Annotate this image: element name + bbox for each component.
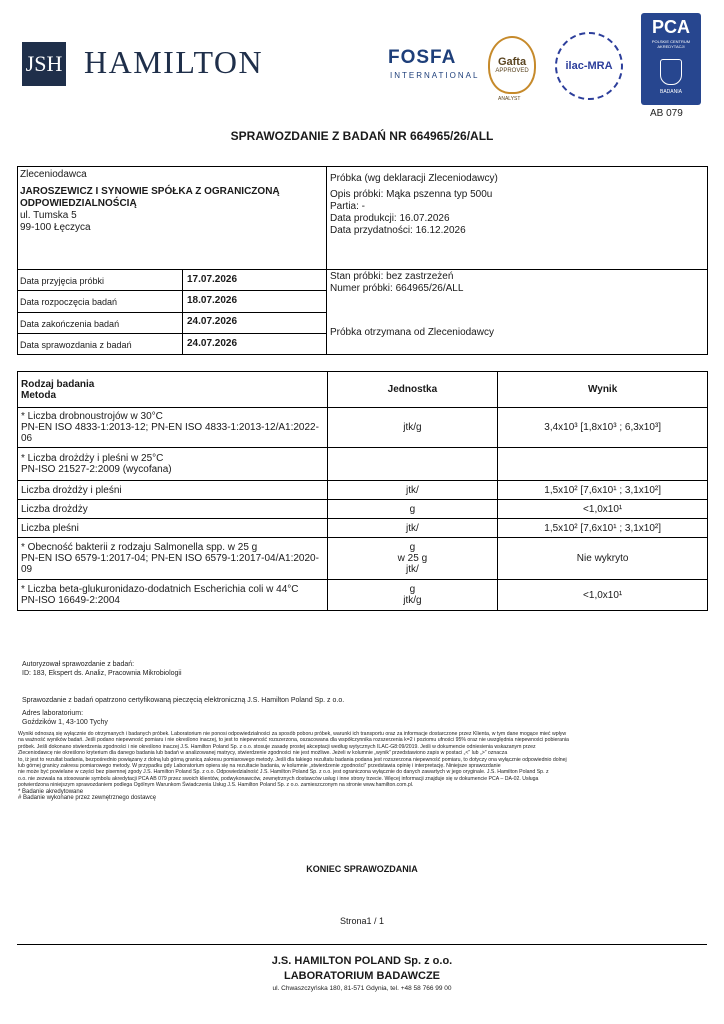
- table-row: [18, 408, 708, 448]
- disclaimer-line: potwierdzona niniejszym sprawozdaniem podlega Ogólnym Warunkom Świadczenia Usług J.S. Hamilton Poland Sp. z o.o. zamieszczonym na stronie www.hamilton.com.pl.: [18, 782, 414, 789]
- test-method: PN-EN ISO 4833-1:2013-12; PN-EN ISO 4833-1:2013-12/A1:2022-06: [21, 422, 319, 444]
- legend-external: # Badanie wykonane przez zewnętrznego dostawcę: [18, 795, 157, 802]
- gafta-approved-text: APPROVED: [495, 68, 529, 74]
- date-start-label: Data rozpoczęcia badań: [20, 297, 118, 307]
- logo-monogram: JSH: [25, 51, 63, 76]
- test-name: Liczba pleśni: [18, 519, 328, 538]
- test-method: PN-ISO 16649-2:2004: [21, 595, 120, 606]
- result-cell: <1,0x10¹: [498, 500, 708, 519]
- sample-expiry-date: Data przydatności: 16.12.2026: [330, 225, 466, 236]
- info-divider-horizontal: [17, 269, 708, 270]
- disclaimer-line: lub górnej granicy zakresu pomiarowego metody. W przypadku gdy Laboratorium opiera się na rezultacie badania, w kolumnie „stwierdzenie zgodności” przedstawia opinię i interpretację. Niniejsze sprawozdanie: [18, 763, 501, 770]
- test-name: Liczba drożdży i pleśni: [18, 481, 328, 500]
- header-method-label: Metoda: [21, 389, 56, 401]
- unit-cell: jtk/g: [327, 408, 498, 448]
- test-cell: [18, 538, 328, 580]
- legend-accredited: * Badanie akredytowane: [18, 788, 84, 795]
- date-start-value: 18.07.2026: [187, 295, 238, 306]
- results-header-row: [18, 372, 708, 408]
- client-label: Zleceniodawca: [20, 169, 87, 180]
- test-name: Liczba drożdży: [18, 500, 328, 519]
- test-name: * Obecność bakterii z rodzaju Salmonella spp. w 25 g: [21, 542, 258, 553]
- disclaimer-line: to, iż jest to rezultat badania, bezpośrednio powiązany z dolną lub górną granicą zakresu pomiarowego metody. Jeśli dla takiego rezultatu badania podana jest rozszerzona niepewność pomiaru, to dotyczy ona wyłącznie odpowiednio dolnej: [18, 756, 567, 763]
- gafta-analyst-text: ANALYST: [498, 96, 521, 102]
- pca-logo-text: PCA: [651, 17, 690, 37]
- sample-number: Numer próbki: 664965/26/ALL: [330, 283, 464, 294]
- hamilton-logo-text: HAMILTON: [84, 44, 264, 80]
- ilac-mra-text: ilac-MRA: [565, 60, 613, 72]
- disclaimer-line: na ważność wyników badań. Jeśli podano niepewność pomiaru i nie określono inaczej, to jest to niepewność rozszerzona, oszacowana dla współczynnika rozszerzenia k=2 i poziomu ufności 95% oraz nie uwzględnia niepewności pobierania: [18, 737, 569, 744]
- disclaimer-line: Wyniki odnoszą się wyłącznie do otrzymanych i badanych próbek. Laboratorium nie ponosi odpowiedzialności za sposób poboru próbek, warunki ich transportu oraz za informacje dostarczone przez Klienta, w tym dane mogące mieć wpływ: [18, 731, 567, 737]
- test-name: * Liczba drożdży i pleśni w 25°C: [21, 453, 164, 464]
- pca-logo-sub: POLSKIE CENTRUM AKREDYTACJI: [651, 39, 691, 49]
- unit-cell: jtk/: [327, 519, 498, 538]
- sample-received-from: Próbka otrzymana od Zleceniodawcy: [330, 327, 494, 338]
- fosfa-logo: FOSFA: [388, 47, 457, 68]
- test-cell: [18, 408, 328, 448]
- date-end-label: Data zakończenia badań: [20, 319, 120, 329]
- test-cell: [18, 448, 328, 481]
- client-name-line2: ODPOWIEDZIALNOŚCIĄ: [20, 198, 137, 209]
- sample-header: Próbka (wg deklaracji Zleceniodawcy): [330, 173, 498, 184]
- result-cell: Nie wykryto: [498, 538, 708, 580]
- disclaimer-line: próbek. Jeśli dokonano stwierdzenia zgodności i nie określono inaczej J.S. Hamilton Poland Sp. z o.o. stosuje zasadę prostej akceptacji według wytycznych ILAC-G8:09/2019. Jeśli w dokumencie odniesienia wskazanym przez: [18, 743, 536, 750]
- unit-cell: g: [327, 500, 498, 519]
- client-name-line1: JAROSZEWICZ I SYNOWIE SPÓŁKA Z OGRANICZONĄ: [20, 186, 280, 197]
- unit-line: g: [409, 584, 416, 595]
- fosfa-logo-sub: INTERNATIONAL: [390, 71, 480, 80]
- unit-cell: [327, 448, 498, 481]
- table-row: [18, 448, 708, 481]
- lab-address-value: Goździków 1, 43-100 Tychy: [22, 719, 108, 726]
- table-row: [18, 500, 708, 519]
- certification-note: Sprawozdanie z badań opatrzono certyfikowaną pieczęcią elektroniczną J.S. Hamilton Poland Sp. z o.o.: [22, 697, 345, 704]
- unit-line: g: [409, 542, 416, 553]
- sample-production-date: Data produkcji: 16.07.2026: [330, 213, 450, 224]
- result-cell: <1,0x10¹: [498, 580, 708, 611]
- client-city: 99-100 Łęczyca: [20, 222, 91, 233]
- footer-lab: LABORATORIUM BADAWCZE: [283, 970, 441, 982]
- result-cell: 3,4x10³ [1,8x10³ ; 6,3x10³]: [498, 408, 708, 448]
- test-name: * Liczba drobnoustrojów w 30°C: [21, 411, 163, 422]
- result-cell: 1,5x10² [7,6x10¹ ; 3,1x10²]: [498, 519, 708, 538]
- hamilton-logo-mark: [22, 42, 66, 86]
- header-test-type: [18, 372, 328, 408]
- test-name: * Liczba beta-glukuronidazo-dodatnich Escherichia coli w 44°C: [21, 584, 299, 595]
- unit-line: jtk/g: [403, 595, 422, 606]
- unit-cell: [327, 538, 498, 580]
- test-method: PN-EN ISO 6579-1:2017-04; PN-EN ISO 6579-1:2017-04/A1:2020-09: [21, 553, 319, 575]
- date-row-line: [17, 333, 326, 334]
- pca-lab-text: BADANIA: [660, 89, 682, 95]
- footer-company: J.S. HAMILTON POLAND Sp. z o.o.: [271, 955, 453, 967]
- unit-cell: [327, 580, 498, 611]
- disclaimer-line: nie może być powielane w części bez pisemnej zgody J.S. Hamilton Poland Sp. z o.o. Odpowiedzialność J.S. Hamilton Poland Sp. z o.o. jest ograniczona wyłącznie do danych zawartych w jego oryginale. J.S. Hamilton Poland Sp. z: [18, 769, 549, 776]
- test-cell: [18, 580, 328, 611]
- table-row: [18, 481, 708, 500]
- header-test-type-label: Rodzaj badania: [21, 378, 95, 390]
- gafta-logo: [488, 36, 536, 94]
- header-result: Wynik: [498, 372, 708, 408]
- lab-address-label: Adres laboratorium:: [22, 710, 84, 717]
- result-cell: [498, 448, 708, 481]
- unit-cell: jtk/: [327, 481, 498, 500]
- table-row: [18, 538, 708, 580]
- results-table: [17, 371, 708, 611]
- table-row: [18, 580, 708, 611]
- result-cell: 1,5x10² [7,6x10¹ ; 3,1x10²]: [498, 481, 708, 500]
- accreditation-number: AB 079: [650, 108, 683, 119]
- test-method: PN-ISO 21527-2:2009 (wycofana): [21, 464, 172, 475]
- disclaimer-line: Zleceniodawcę nie określono kryterium dla danego badania lub badań w analizowanej matrycy, stwierdzenie zgodności nie jest możliwe. Jeżeli w kolumnie „wynik” przedstawiono zapis w postaci „<” lub „>” oznacza: [18, 750, 508, 757]
- unit-line: jtk/: [406, 564, 419, 575]
- date-report-value: 24.07.2026: [187, 338, 238, 349]
- sample-batch: Partia: -: [330, 201, 366, 212]
- info-divider-vertical: [326, 166, 327, 355]
- date-row-line: [17, 290, 326, 291]
- table-row: [18, 519, 708, 538]
- pca-logo: [641, 13, 701, 105]
- date-received-value: 17.07.2026: [187, 274, 238, 285]
- footer-address: ul. Chwaszczyńska 180, 81-571 Gdynia, tel. +48 58 766 99 00: [272, 985, 452, 992]
- gafta-logo-text: Gafta: [497, 56, 527, 68]
- ilac-mra-logo: [555, 32, 623, 100]
- sample-description: Opis próbki: Mąka pszenna typ 500u: [330, 189, 493, 200]
- report-title: SPRAWOZDANIE Z BADAŃ NR 664965/26/ALL: [230, 129, 494, 143]
- client-street: ul. Tumska 5: [20, 210, 77, 221]
- unit-line: w 25 g: [397, 553, 428, 564]
- disclaimer: [18, 731, 708, 801]
- header-unit: Jednostka: [327, 372, 498, 408]
- date-received-label: Data przyjęcia próbki: [20, 276, 105, 286]
- sample-state: Stan próbki: bez zastrzeżeń: [330, 271, 454, 282]
- date-report-label: Data sprawozdania z badań: [20, 340, 132, 350]
- authorization-detail: ID: 183, Ekspert ds. Analiz, Pracownia Mikrobiologii: [22, 670, 182, 677]
- disclaimer-line: o.o. nie zezwala na stosowanie symbolu akredytacji PCA AB 079 przez swoich klientów, podwykonawców, zewnętrznych dostawców usług i inne strony trzecie. Więcej informacji znajduje się w dokumencie PCA – DA-02. Usługa: [18, 775, 539, 782]
- flask-icon: [660, 59, 682, 85]
- date-row-line: [17, 312, 326, 313]
- date-end-value: 24.07.2026: [187, 316, 238, 327]
- date-column-divider: [182, 269, 183, 355]
- page-number: Strona1 / 1: [339, 916, 385, 926]
- footer-divider: [17, 944, 707, 945]
- authorization-label: Autoryzował sprawozdanie z badań:: [22, 661, 135, 668]
- end-of-report: KONIEC SPRAWOZDANIA: [306, 864, 418, 874]
